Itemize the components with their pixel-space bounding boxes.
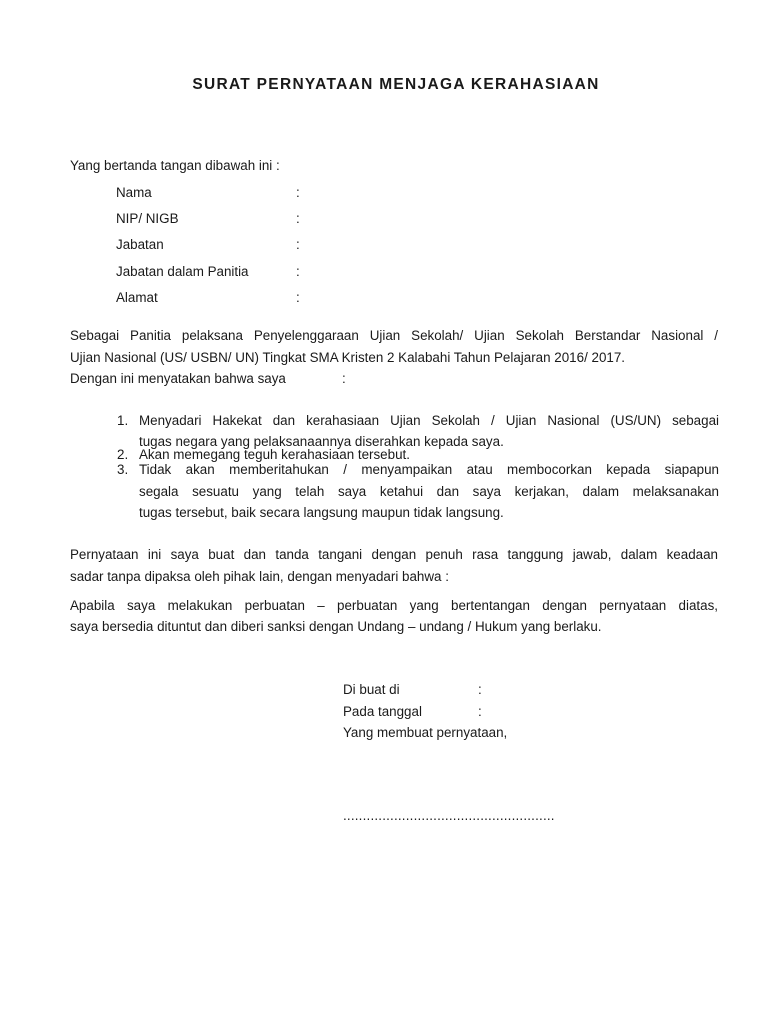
intro-text: Yang bertanda tangan dibawah ini :: [70, 158, 280, 173]
signature-dotted-line: ......................................................: [343, 808, 555, 823]
list-item-2-line-1: Akan memegang teguh kerahasiaan tersebut.: [139, 447, 410, 462]
paragraph-1-line-3: Dengan ini menyatakan bahwa saya: [70, 371, 286, 386]
field-colon: :: [296, 185, 300, 200]
signature-date-colon: :: [478, 704, 482, 719]
field-label-jabatan: Jabatan: [116, 237, 164, 252]
paragraph-1-line-2: Ujian Nasional (US/ USBN/ UN) Tingkat SMA Kristen 2 Kalabahi Tahun Pelajaran 2016/ 2017.: [70, 350, 626, 365]
list-item-3-line-2: segala sesuatu yang telah saya ketahui dan saya kerjakan, dalam melaksanakan: [139, 484, 719, 499]
list-item-1-line-1: Menyadari Hakekat dan kerahasiaan Ujian Sekolah / Ujian Nasional (US/UN) sebagai: [139, 413, 719, 428]
field-colon: :: [296, 237, 300, 252]
list-item-number: 3.: [117, 462, 129, 477]
paragraph-3-line-1: Apabila saya melakukan perbuatan – perbuatan yang bertentangan dengan pernyataan diatas,: [70, 598, 718, 613]
field-label-jabatan-panitia: Jabatan dalam Panitia: [116, 264, 249, 279]
signature-place-colon: :: [478, 682, 482, 697]
field-colon: :: [296, 290, 300, 305]
paragraph-3-line-2: saya bersedia dituntut dan diberi sanksi dengan Undang – undang / Hukum yang berlaku.: [70, 619, 602, 634]
paragraph-2-line-2: sadar tanpa dipaksa oleh pihak lain, dengan menyadari bahwa :: [70, 569, 449, 584]
field-colon: :: [296, 264, 300, 279]
document-title: SURAT PERNYATAAN MENJAGA KERAHASIAAN: [192, 76, 600, 93]
paragraph-1-colon: :: [342, 371, 346, 386]
field-label-alamat: Alamat: [116, 290, 158, 305]
signature-date-label: Pada tanggal: [343, 704, 422, 719]
field-label-nip: NIP/ NIGB: [116, 211, 179, 226]
signature-maker-text: Yang membuat pernyataan,: [343, 725, 508, 740]
signature-place-label: Di buat di: [343, 682, 400, 697]
list-item-3-line-3: tugas tersebut, baik secara langsung maupun tidak langsung.: [139, 505, 504, 520]
list-item-3-line-1: Tidak akan memberitahukan / menyampaikan atau membocorkan kepada siapapun: [139, 462, 719, 477]
paragraph-2-line-1: Pernyataan ini saya buat dan tanda tangani dengan penuh rasa tanggung jawab, dalam keadaan: [70, 547, 718, 562]
field-label-nama: Nama: [116, 185, 152, 200]
list-item-number: 2.: [117, 447, 129, 462]
list-item-number: 1.: [117, 413, 129, 428]
field-colon: :: [296, 211, 300, 226]
list-item-1-line-2: tugas negara yang pelaksanaannya diserahkan kepada saya.: [139, 434, 504, 449]
paragraph-1-line-1: Sebagai Panitia pelaksana Penyelenggaraan Ujian Sekolah/ Ujian Sekolah Berstandar Nasional /: [70, 328, 718, 343]
